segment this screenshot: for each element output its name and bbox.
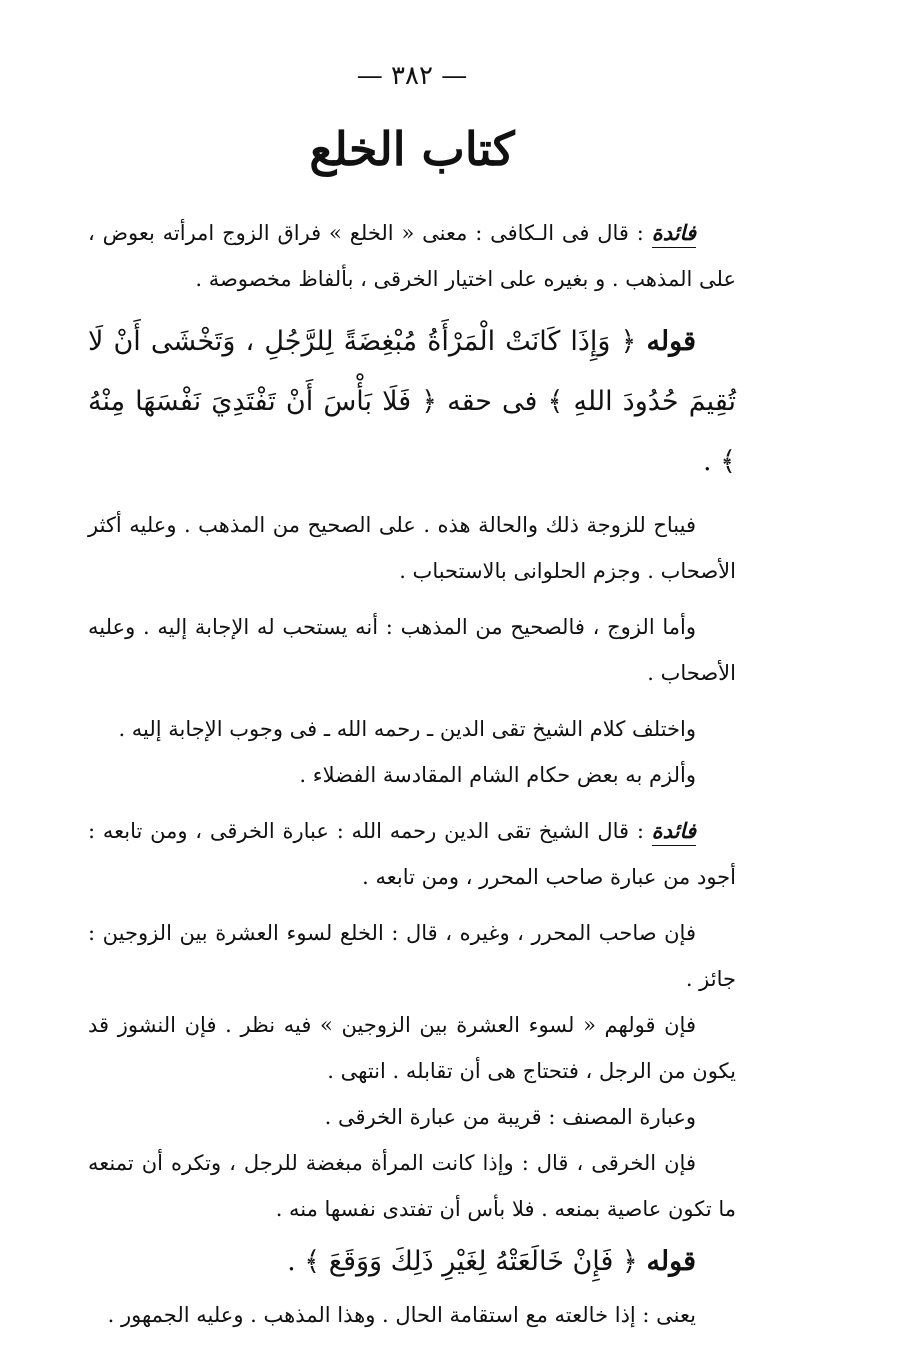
paragraph-text: : قال فى الـكافى : معنى « الخلع » فراق الزوج امرأته بعوض ، على المذهب . و بغيره على اختيار الخرقى ، بألفاظ مخصوصة . bbox=[88, 221, 736, 291]
paragraph-9 bbox=[88, 1002, 736, 1094]
paragraph-text: فيباح للزوجة ذلك والحالة هذه . على الصحيح من المذهب . وعليه أكثر الأصحاب . وجزم الحلوانى بالاستحباب . bbox=[88, 513, 736, 583]
book-page bbox=[88, 56, 736, 1348]
paragraph-faida-1 bbox=[88, 210, 736, 302]
faida-label: فائدة bbox=[652, 818, 696, 846]
paragraph-faida-2 bbox=[88, 808, 736, 900]
paragraph-11 bbox=[88, 1140, 736, 1232]
paragraph-text: وأما الزوج ، فالصحيح من المذهب : أنه يستحب له الإجابة إليه . وعليه الأصحاب . bbox=[88, 615, 736, 685]
paragraph-5 bbox=[88, 706, 736, 752]
paragraph-qawluh-2 bbox=[88, 1232, 736, 1292]
chapter-title: كتاب الخلع bbox=[309, 122, 515, 176]
paragraph-6 bbox=[88, 752, 736, 798]
qawluh-label: قوله bbox=[646, 326, 697, 357]
paragraph-8 bbox=[88, 910, 736, 1002]
quran-verse: ﴿ فَإِنْ خَالَعَتْهُ لِغَيْرِ ذَلِكَ وَوَقَعَ ﴾ . bbox=[287, 1246, 638, 1277]
paragraph-4 bbox=[88, 604, 736, 696]
paragraph-text: فإن الخرقى ، قال : وإذا كانت المرأة مبغضة للرجل ، وتكره أن تمنعه ما تكون عاصية بمنعه . فلا بأس أن تفتدى نفسها منه . bbox=[88, 1151, 736, 1221]
paragraph-text: يعنى : إذا خالعته مع استقامة الحال . وهذا المذهب . وعليه الجمهور . bbox=[107, 1303, 696, 1327]
paragraph-13 bbox=[88, 1292, 736, 1338]
paragraph-text: وألزم به بعض حكام الشام المقادسة الفضلاء . bbox=[299, 763, 696, 787]
paragraph-text: فإن صاحب المحرر ، وغيره ، قال : الخلع لسوء العشرة بين الزوجين : جائز . bbox=[88, 921, 736, 991]
faida-label: فائدة bbox=[652, 220, 696, 248]
paragraph-text: وعبارة المصنف : قريبة من عبارة الخرقى . bbox=[324, 1105, 696, 1129]
paragraph-text: : قال الشيخ تقى الدين رحمه الله : عبارة الخرقى ، ومن تابعه : أجود من عبارة صاحب المحرر ، ومن تابعه . bbox=[88, 819, 736, 889]
paragraph-text: فإن قولهم « لسوء العشرة بين الزوجين » فيه نظر . فإن النشوز قد يكون من الرجل ، فتحتاج هى أن تقابله . انتهى . bbox=[88, 1013, 736, 1083]
paragraph-10 bbox=[88, 1094, 736, 1140]
paragraph-3 bbox=[88, 502, 736, 594]
paragraph-qawluh-1 bbox=[88, 312, 736, 492]
paragraph-text: واختلف كلام الشيخ تقى الدين ـ رحمه الله ـ فى وجوب الإجابة إليه . bbox=[118, 717, 696, 741]
page-number: — ٣٨٢ — bbox=[356, 61, 468, 91]
quran-verse: ﴿ وَإِذَا كَانَتْ الْمَرْأَةُ مُبْغِضَةً لِلرَّجُلِ ، وَتَخْشَى أَنْ لَا تُقِيمَ حُدُودَ اللهِ ﴾ فى حقه ﴿ فَلَا بَأْسَ أَنْ تَفْتَدِيَ نَفْسَهَا مِنْهُ ﴾ . bbox=[88, 326, 736, 477]
qawluh-label: قوله bbox=[646, 1246, 696, 1277]
